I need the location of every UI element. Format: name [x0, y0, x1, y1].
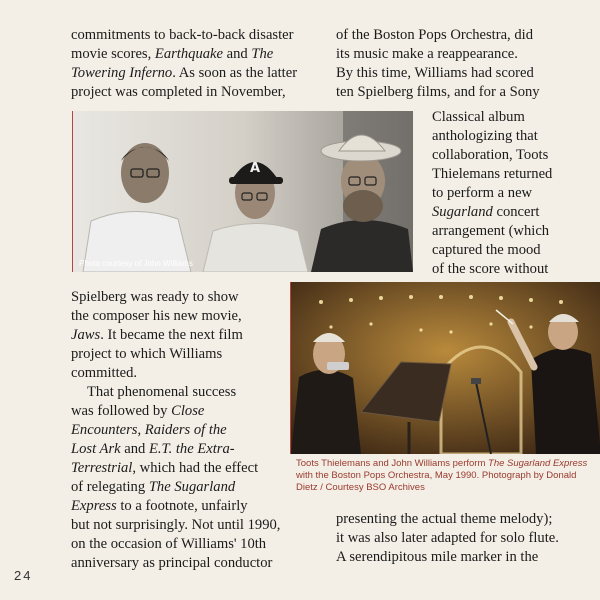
text-line: ten Spielberg films, and for a Sony	[336, 84, 540, 100]
text-line: Classical album	[432, 109, 525, 125]
text-line: its music make a reappearance.	[336, 46, 518, 62]
left-column-top-text	[71, 26, 311, 102]
text-line: Encounters, Raiders of the	[71, 422, 227, 438]
text-line: presenting the actual theme melody);	[336, 511, 553, 527]
left-column-bottom-text	[71, 288, 301, 573]
text-line: Towering Inferno. As soon as the latter	[71, 65, 298, 81]
page-number: 24	[14, 568, 33, 583]
text-line: committed.	[71, 365, 138, 381]
text-line: Sugarland concert	[432, 204, 540, 220]
text-line: it was also later adapted for solo flute.	[336, 530, 559, 546]
text-line: anthologizing that	[432, 128, 538, 144]
text-line: project was completed in November,	[71, 84, 286, 100]
text-line: That phenomenal success	[87, 384, 237, 400]
text-line: Spielberg was ready to show	[71, 289, 239, 305]
text-line: of the Boston Pops Orchestra, did	[336, 27, 533, 43]
text-line: project to which Williams	[71, 346, 223, 362]
text-line: commitments to back-to-back disaster	[71, 27, 294, 43]
right-column-top-text	[336, 26, 586, 102]
photo-image	[291, 282, 600, 454]
text-line: Terrestrial, which had the effect	[71, 460, 259, 476]
cap-letter: A	[249, 161, 261, 176]
text-line: of relegating The Sugarland	[71, 479, 236, 495]
right-column-mid-text	[432, 108, 592, 279]
photo-concert	[290, 282, 600, 454]
right-column-bottom-text	[336, 510, 592, 567]
text-line: to perform a new	[432, 185, 533, 201]
text-line: arrangement (which	[432, 223, 550, 239]
text-line: collaboration, Toots	[432, 147, 549, 163]
text-line: movie scores, Earthquake and The	[71, 46, 274, 62]
text-line: was followed by Close	[71, 403, 205, 419]
photo-credit: Photo courtesy of John Williams	[79, 259, 193, 268]
text-line: on the occasion of Williams' 10th	[71, 536, 267, 552]
text-line: Express to a footnote, unfairly	[71, 498, 248, 514]
text-line: A serendipitous mile marker in the	[336, 549, 539, 565]
text-line: Thielemans returned	[432, 166, 553, 182]
text-line: Jaws. It became the next film	[71, 327, 243, 343]
photo-williams-spielberg	[72, 111, 413, 272]
text-line: of the score without	[432, 261, 549, 277]
text-line: By this time, Williams had scored	[336, 65, 534, 81]
text-line: the composer his new movie,	[71, 308, 242, 324]
text-line: captured the mood	[432, 242, 541, 258]
text-line: Lost Ark and E.T. the Extra-	[71, 441, 235, 457]
text-line: anniversary as principal conductor	[71, 555, 273, 571]
text-line: but not surprisingly. Not until 1990,	[71, 517, 281, 533]
photo-image	[73, 111, 413, 272]
photo-caption: Toots Thielemans and John Williams perform The Sugarland Express with the Boston Pops Orchestra, May 1990. Photograph by Donald Dietz / Courtesy BSO Archives	[296, 458, 588, 493]
